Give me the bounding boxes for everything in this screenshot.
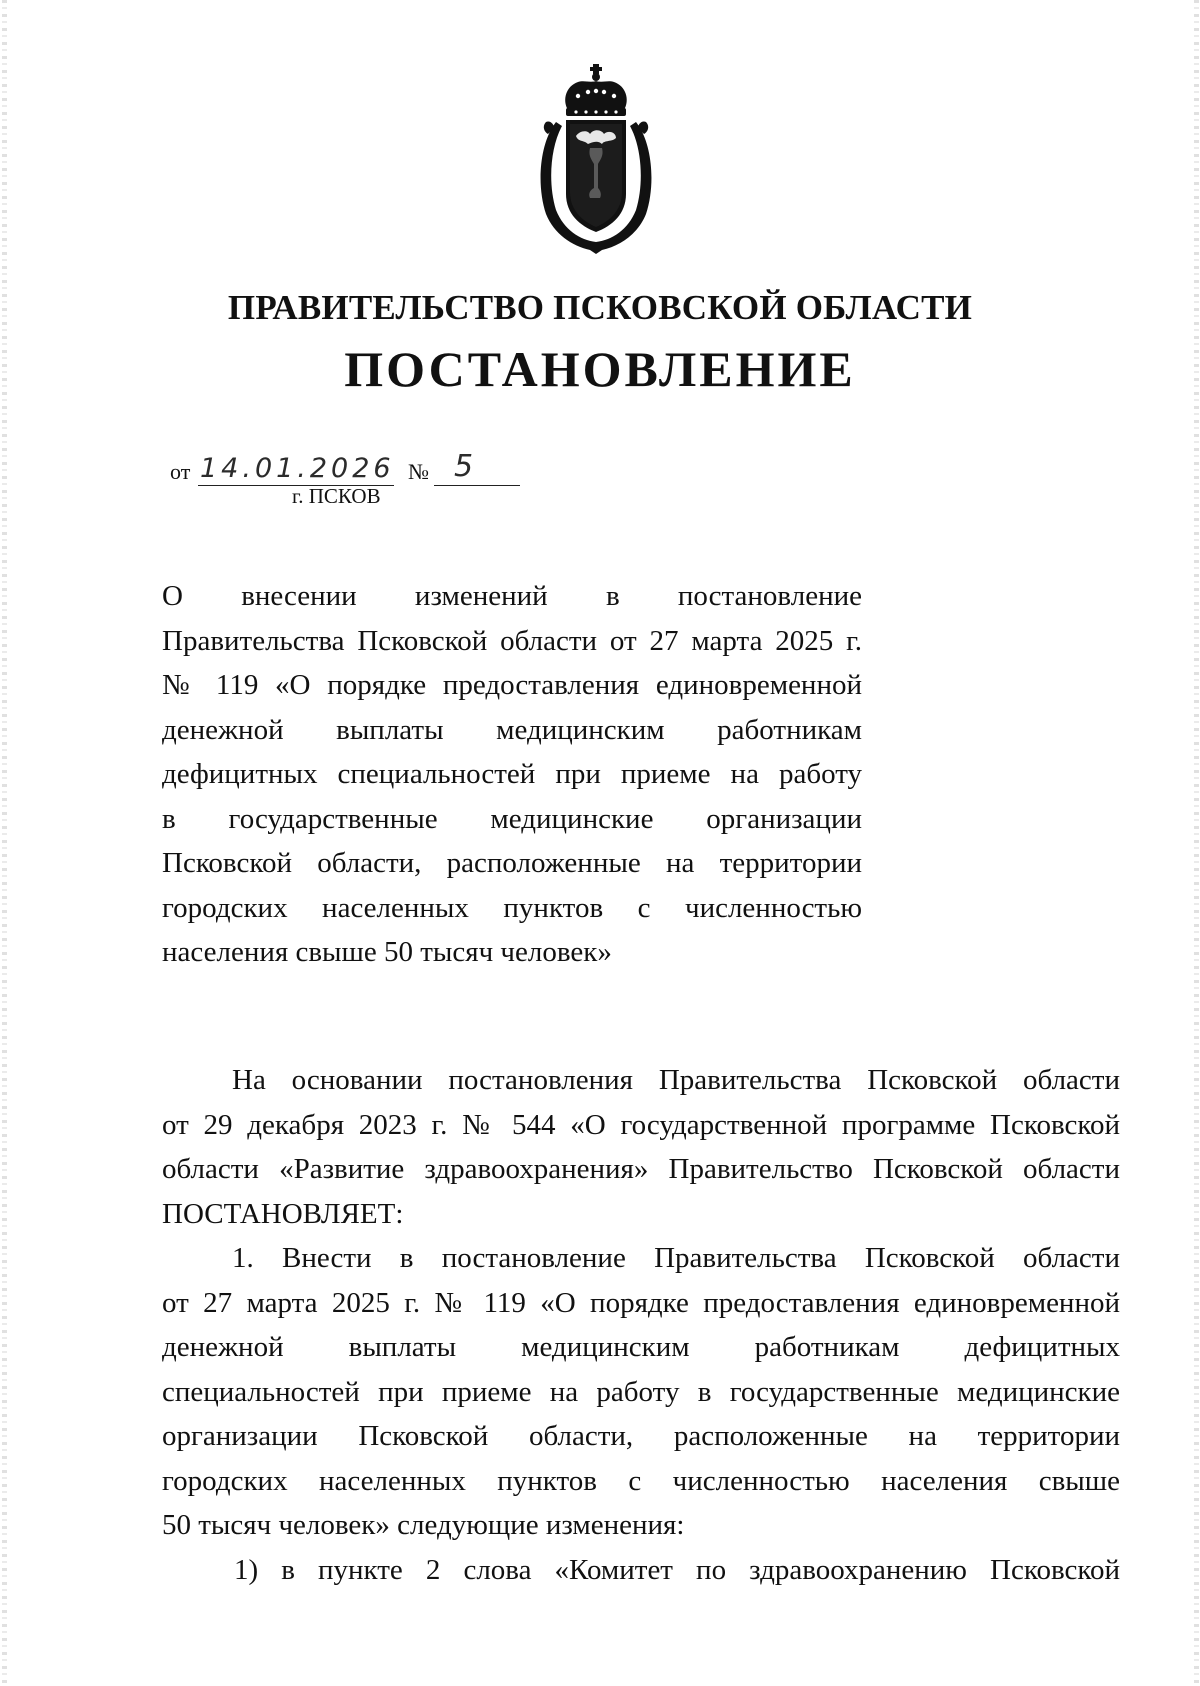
title-line: дефицитных специальностей при приеме на работу — [162, 758, 862, 790]
body-line: 1) в пункте 2 слова «Комитет по здравоохранению Псковской — [234, 1553, 1120, 1586]
title-line: О внесении изменений в постановление — [162, 580, 862, 612]
document-type: ПОСТАНОВЛЕНИЕ — [344, 341, 856, 397]
title-line: Псковской области, расположенные на территории — [162, 847, 862, 879]
body-line: от 29 декабря 2023 г. № 544 «О государственной программе Псковской — [162, 1108, 1120, 1141]
body-line: организации Псковской области, расположенные на территории — [162, 1420, 1120, 1452]
number-prefix: № — [408, 459, 429, 484]
date-value-handwritten: 14.01.2026 — [200, 453, 395, 484]
pskov-region-coat-of-arms-icon — [532, 64, 660, 256]
body-line: специальностей при приеме на работу в государственные медицинские — [162, 1375, 1120, 1408]
body-line: 50 тысяч человек» следующие изменения: — [162, 1509, 685, 1541]
title-line: городских населенных пунктов с численностью — [162, 891, 862, 924]
government-name: ПРАВИТЕЛЬСТВО ПСКОВСКОЙ ОБЛАСТИ — [227, 288, 973, 327]
title-line: населения свыше 50 тысяч человек» — [162, 936, 612, 968]
body-line: денежной выплаты медицинским работникам дефицитных — [162, 1331, 1120, 1363]
number-value-handwritten: 5 — [454, 449, 474, 484]
body-line: области «Развитие здравоохранения» Правительство Псковской области — [162, 1153, 1120, 1185]
body-line: 1. Внести в постановление Правительства Псковской области — [232, 1242, 1120, 1274]
body-line: ПОСТАНОВЛЯЕТ: — [162, 1197, 404, 1230]
date-prefix: от — [170, 459, 191, 484]
scan-edge-right — [1194, 0, 1199, 1686]
resolution-body — [162, 1058, 1120, 1592]
title-line: № 119 «О порядке предоставления единовременной — [162, 669, 862, 701]
resolution-title — [162, 574, 862, 975]
body-line: городских населенных пунктов с численностью населения свыше — [162, 1464, 1120, 1497]
title-line: денежной выплаты медицинским работникам — [162, 713, 862, 746]
title-line: Правительства Псковской области от 27 марта 2025 г. — [162, 624, 862, 657]
body-line: На основании постановления Правительства Псковской области — [232, 1064, 1120, 1096]
title-line: в государственные медицинские организации — [162, 802, 862, 835]
city-label: г. ПСКОВ — [292, 484, 381, 508]
body-line: от 27 марта 2025 г. № 119 «О порядке предоставления единовременной — [162, 1286, 1120, 1319]
scan-edge-left — [2, 0, 7, 1686]
number-underline — [434, 485, 520, 486]
